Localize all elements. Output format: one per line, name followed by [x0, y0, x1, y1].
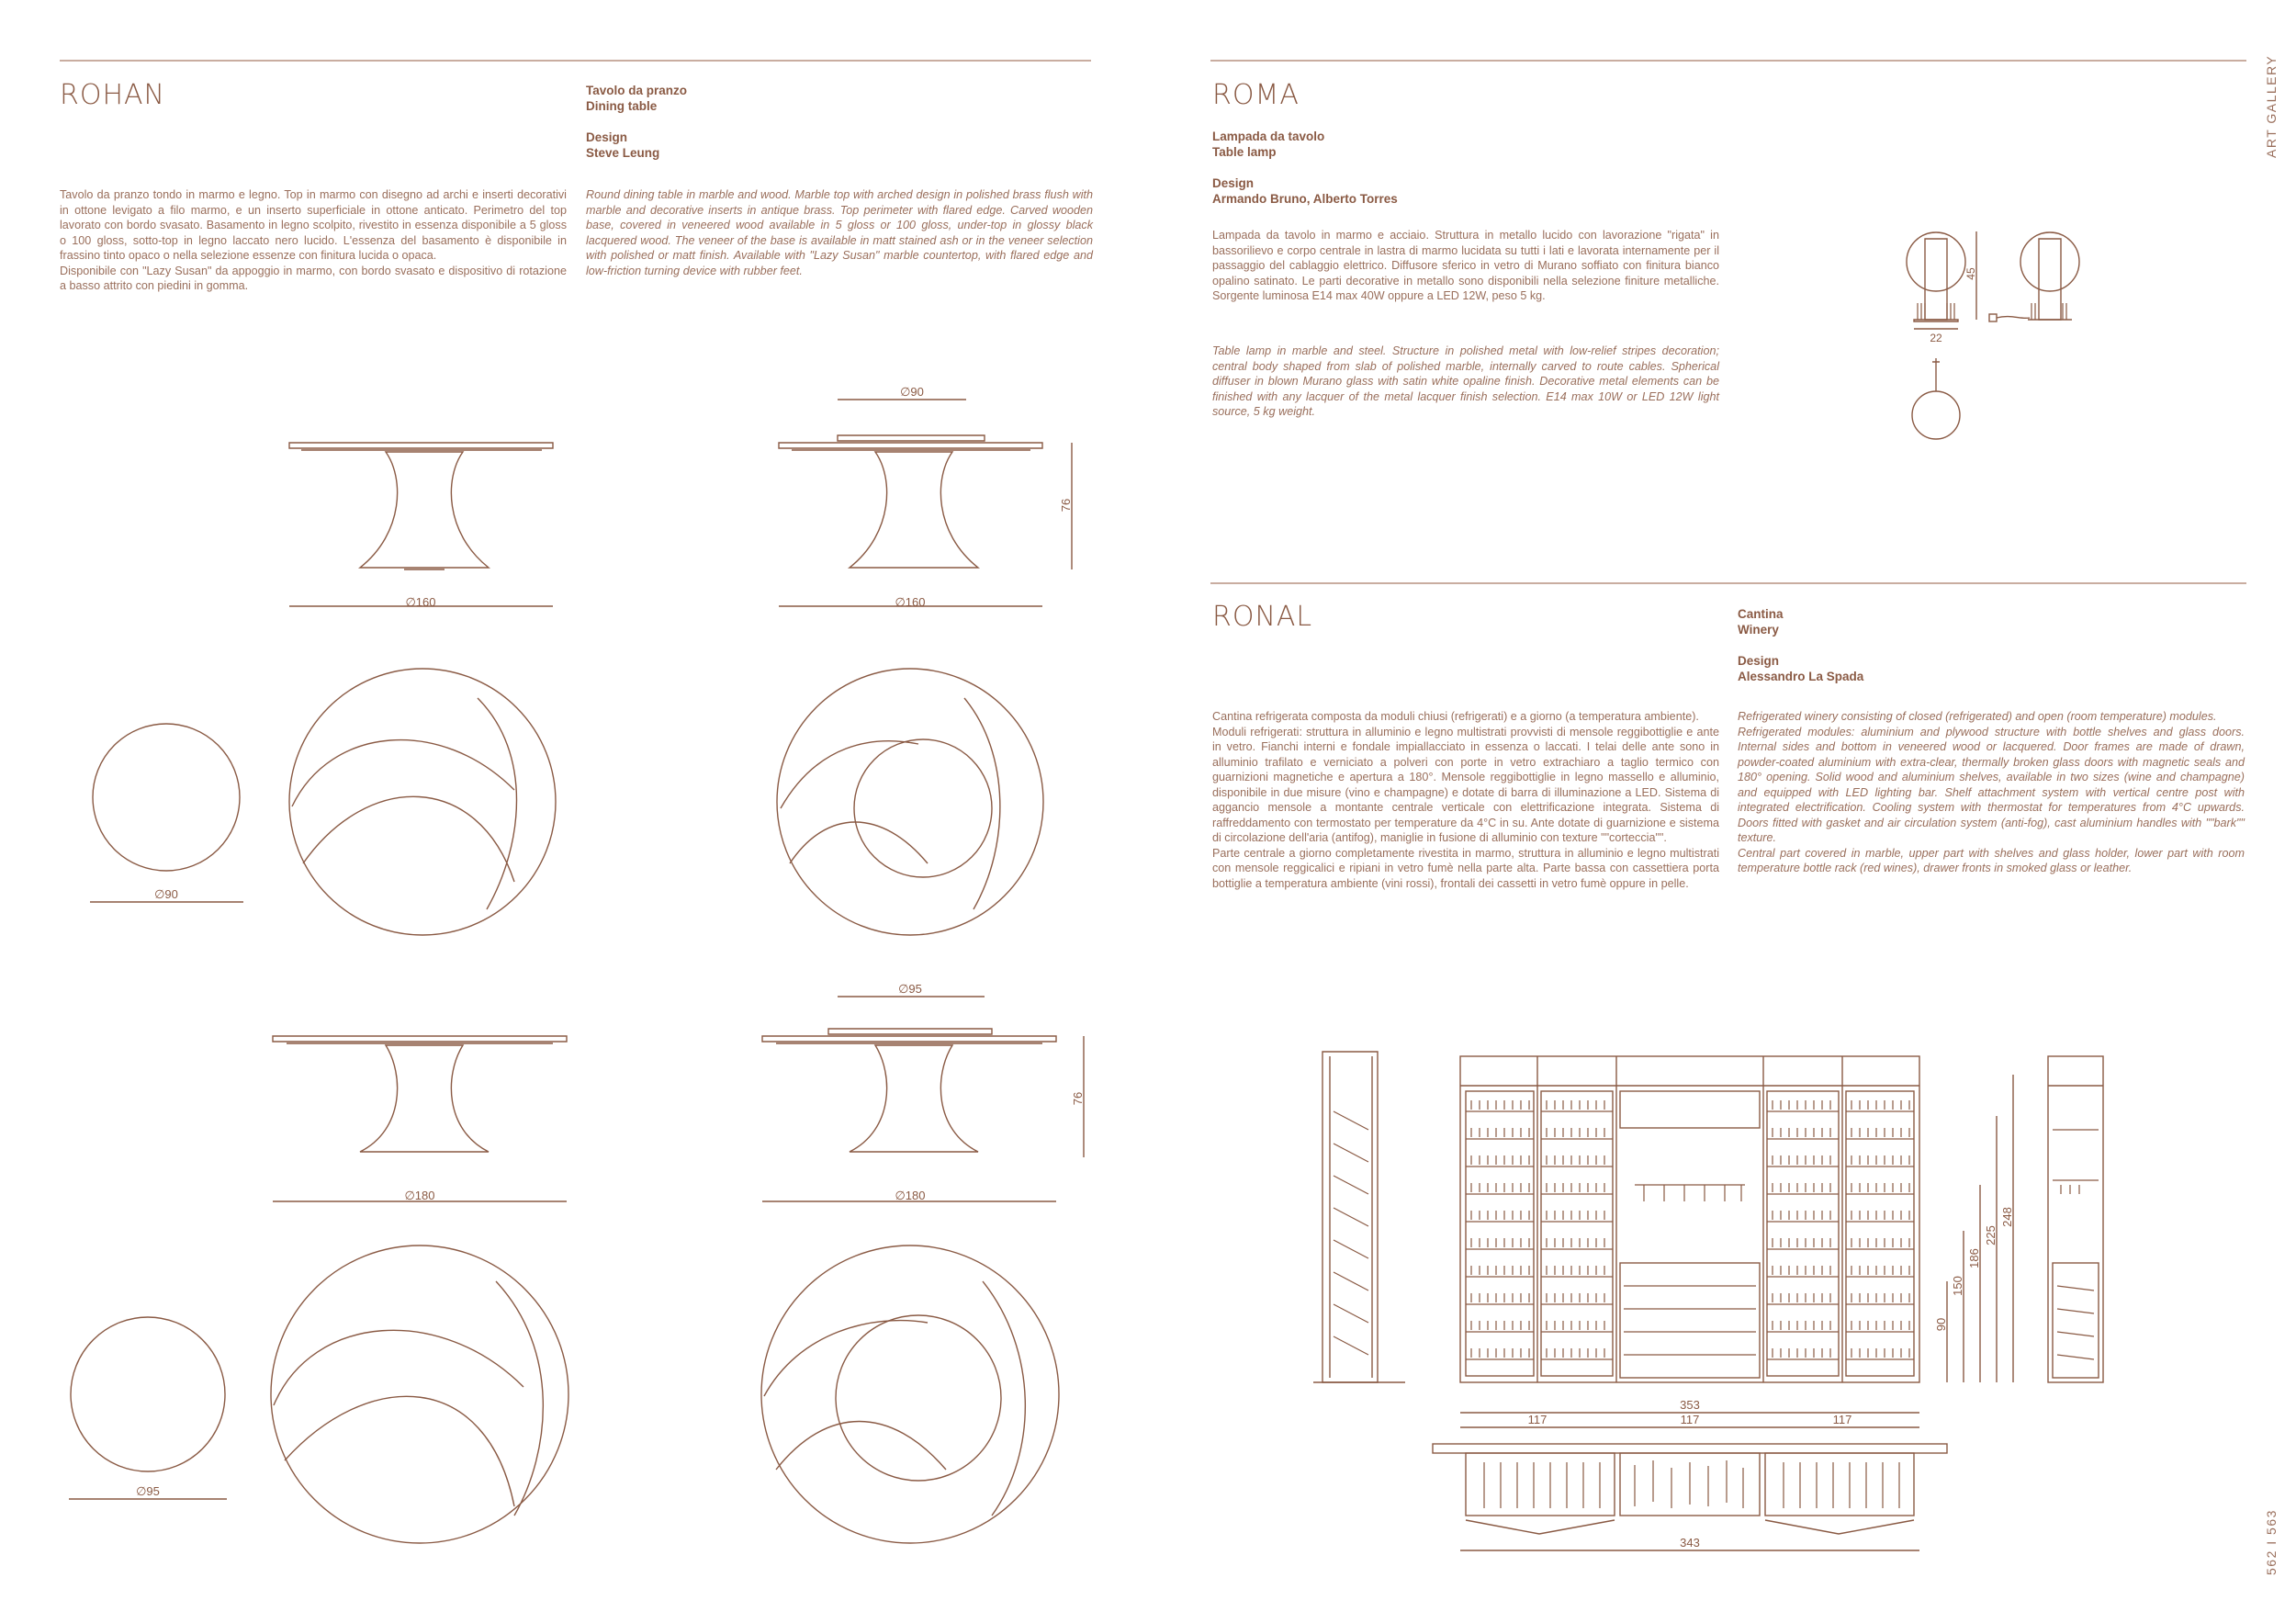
roma-desc-en-1: Table lamp in marble and steel. Structure in polished metal with low-relief stripes decoration; central body shaped from slab of polished marble, internally carved to route cables. Spherical diffuser in blown Murano glass with satin white opaline finish. Decorative metal elements can be finished with any lacquer of the metal lacquer finish selection. E14 max 10W or LED 12W light source, 5 kg weight.: [1212, 344, 1719, 418]
ronal-side-section-right: [2048, 1056, 2103, 1382]
ronal-dim-186: 186: [1967, 1248, 1981, 1268]
rohan-plan-180-lazy: [761, 1245, 1059, 1543]
roma-front-view: [1907, 231, 1977, 344]
page-numbers: 562 I 563: [2264, 1509, 2279, 1575]
rohan-desc-en-1: Round dining table in marble and wood. Marble top with arched design in polished brass flush with marble and decorative inserts in antique brass. Top perimeter with flared edge. Carved wooden base, covered in veneered wood available in 5 gloss or 100 gloss, under-top in glossy black lacquered wood. The veneer of the base is available in matt stained ash or in the veneer selection with polished or matt finish. Available with "Lazy Susan" marble countertop, with flared edge and low-friction turning device with rubber feet.: [586, 188, 1093, 277]
rohan-title: ROHAN: [60, 79, 165, 111]
rohan-elevation-180: [273, 1036, 567, 1202]
ronal-dim-117-a: 117: [1527, 1413, 1548, 1426]
rohan-dim-95: ∅95: [136, 1484, 160, 1498]
rohan-dim-180-a: ∅180: [404, 1189, 435, 1202]
roma-design-label: Design: [1212, 176, 1255, 190]
rohan-dim-160-b: ∅160: [895, 595, 926, 609]
roma-dim-height: 45: [1964, 267, 1977, 280]
ronal-dim-90: 90: [1934, 1317, 1948, 1332]
rohan-dim-90: ∅90: [154, 887, 178, 901]
ronal-height-dims: [1934, 1075, 2014, 1382]
roma-desc-en: [1212, 344, 1719, 420]
rohan-dim-76-a: 76: [1059, 498, 1073, 513]
roma-designer: Armando Bruno, Alberto Torres: [1212, 192, 1398, 206]
ronal-dim-150: 150: [1951, 1276, 1964, 1296]
rohan-designer: Steve Leung: [586, 146, 660, 160]
ronal-front-elevation: [1460, 1056, 1919, 1382]
ronal-type-en: Winery: [1738, 623, 1779, 637]
ronal-dim-117-c: 117: [1832, 1413, 1852, 1426]
rohan-desc-it-2: Disponibile con "Lazy Susan" da appoggio in marmo, con bordo svasato e dispositivo di rotazione a basso attrito con piedini in gomma.: [60, 264, 567, 292]
roma-side-view: [1989, 232, 2079, 321]
ronal-desc-en-1: Refrigerated winery consisting of closed (refrigerated) and open (room temperature) modules.: [1738, 710, 2217, 723]
roma-title: ROMA: [1212, 79, 1300, 111]
rohan-design-label: Design: [586, 130, 628, 144]
ronal-dim-248: 248: [2000, 1207, 2014, 1227]
top-rule-right: [1210, 60, 2246, 62]
ronal-designer: Alessandro La Spada: [1738, 670, 1864, 683]
ronal-side-section-left: [1313, 1052, 1405, 1382]
rohan-plan-95: [69, 1317, 227, 1499]
rohan-plan-90: [90, 724, 243, 902]
ronal-dim-117-b: 117: [1680, 1413, 1700, 1426]
ronal-desc-it-2: Moduli refrigerati: struttura in alluminio e legno multistrati provvisti di mensole reggibottiglie e ante in vetro. Fianchi interni e fondale impiallacciato in essenza o laccati. I telai delle ante sono in alluminio trafilato e verniciato a polveri con porte in vetro extrachiaro a taglio termico con guarnizioni magnetiche e apertura a 180°. Mensole reggibottiglie in legno massello e alluminio, disponibile in due misure (vino e champagne) e dotate di barra di illuminazione a LED. Sistema di aggancio mensole a montante centrale verticale con elettrificazione integrata. Sistema di raffreddamento con termostato per temperature da 4°C in su. Ante dotate di guarnizione e sistema di circolazione dell'aria (antifog), maniglie in fusione di alluminio con texture ""corteccia"".: [1212, 725, 1719, 844]
section-label: ART GALLERY: [2264, 54, 2279, 158]
rohan-plan-160: [289, 669, 556, 935]
roma-type-en: Table lamp: [1212, 145, 1277, 159]
rohan-elevation-160: [289, 443, 553, 609]
ronal-desc-it-3: Parte centrale a giorno completamente rivestita in marmo, struttura in alluminio e legno multistrati con mensole reggicalici e ripiani in vetro fumè nella parte alta. Parte bassa con cassettiera porta bottiglie a temperatura ambiente (vini rossi), frontali dei cassetti in vetro fumè oppure in pelle.: [1212, 846, 1719, 890]
ronal-dim-225: 225: [1984, 1225, 1998, 1245]
roma-meta: [1212, 129, 1398, 207]
rohan-dim-95-top: ∅95: [898, 982, 922, 996]
ronal-meta: [1738, 606, 1863, 684]
ronal-desc-en-2: Refrigerated modules: aluminium and plywood structure with bottle shelves and glass doors. Internal sides and bottom in veneered wood or lacquered. Door frames are made of drawn, powder-coated aluminium with extra-clear, thermally broken glass doors with magnetic seals and 180° opening. Solid wood and aluminium shelves, available in two sizes (wine and champagne) and equipped with LED lighting bar. Shelf attachment system with vertical centre post with integrated electrification. Cooling system with thermostat for temperatures from 4°C upwards. Doors fitted with gasket and air circulation system (anti-fog), cast aluminium handles with ""bark"" texture.: [1738, 725, 2245, 844]
rohan-dim-76-b: 76: [1071, 1091, 1085, 1106]
rohan-dim-160-a: ∅160: [405, 595, 436, 609]
rohan-type-it: Tavolo da pranzo: [586, 84, 688, 97]
roma-dim-width: 22: [1930, 332, 1942, 344]
rohan-dim-180-b: ∅180: [895, 1189, 926, 1202]
roma-top-view: [1912, 358, 1960, 439]
roma-type-it: Lampada da tavolo: [1212, 130, 1325, 143]
ronal-dim-343: 343: [1680, 1536, 1700, 1550]
ronal-title: RONAL: [1212, 601, 1313, 633]
ronal-design-label: Design: [1738, 654, 1780, 668]
rohan-plan-180: [271, 1245, 568, 1543]
mid-rule-right: [1210, 582, 2246, 584]
roma-drawings: [1892, 211, 2131, 450]
ronal-width-dims: [1460, 1398, 1919, 1427]
rohan-desc-it-1: Tavolo da pranzo tondo in marmo e legno. Top in marmo con disegno ad archi e inserti decorativi in ottone levigato a filo marmo, e un inserto superficiale in ottone anticato. Perimetro del top lavorato con bordo svasato. Basamento in legno scolpito, rivestito in essenza disponibile a 5 gloss o 100 gloss, sotto-top in legno laccato nero lucido. L'essenza del basamento è disponibile in frassino tinto opaco o nella selezione essenze con finitura lucida o opaca.: [60, 188, 567, 262]
rohan-elevation-160-lazy: [779, 385, 1073, 609]
ronal-desc-it-1: Cantina refrigerata composta da moduli chiusi (refrigerati) e a giorno (a temperatura ambiente).: [1212, 710, 1699, 723]
ronal-plan-view: [1433, 1444, 1947, 1550]
ronal-drawings: [1304, 1029, 2140, 1580]
rohan-elevation-180-lazy: [762, 982, 1085, 1202]
ronal-desc-it: [1212, 709, 1719, 891]
rohan-type-en: Dining table: [586, 99, 658, 113]
rohan-plan-160-lazy: [777, 669, 1043, 935]
ronal-dim-353: 353: [1680, 1398, 1700, 1412]
rohan-dim-90-top: ∅90: [900, 385, 924, 399]
roma-desc-it-1: Lampada da tavolo in marmo e acciaio. Struttura in metallo lucido con lavorazione "rigata" in bassorilievo e corpo centrale in lastra di marmo lucidata su tutti i lati e lavorata internamente per il passaggio del cablaggio elettrico. Diffusore sferico in vetro di Murano soffiato con finitura bianco opalino satinato. Le parti decorative in metallo sono disponibili nella selezione finiture metalliche. Sorgente luminosa E14 max 40W oppure a LED 12W, peso 5 kg.: [1212, 229, 1719, 302]
ronal-type-it: Cantina: [1738, 607, 1784, 621]
ronal-desc-en: [1738, 709, 2245, 876]
ronal-desc-en-3: Central part covered in marble, upper part with shelves and glass holder, lower part with room temperature bottle rack (red wines), drawer fronts in smoked glass or leather.: [1738, 846, 2245, 874]
roma-desc-it: [1212, 228, 1719, 304]
